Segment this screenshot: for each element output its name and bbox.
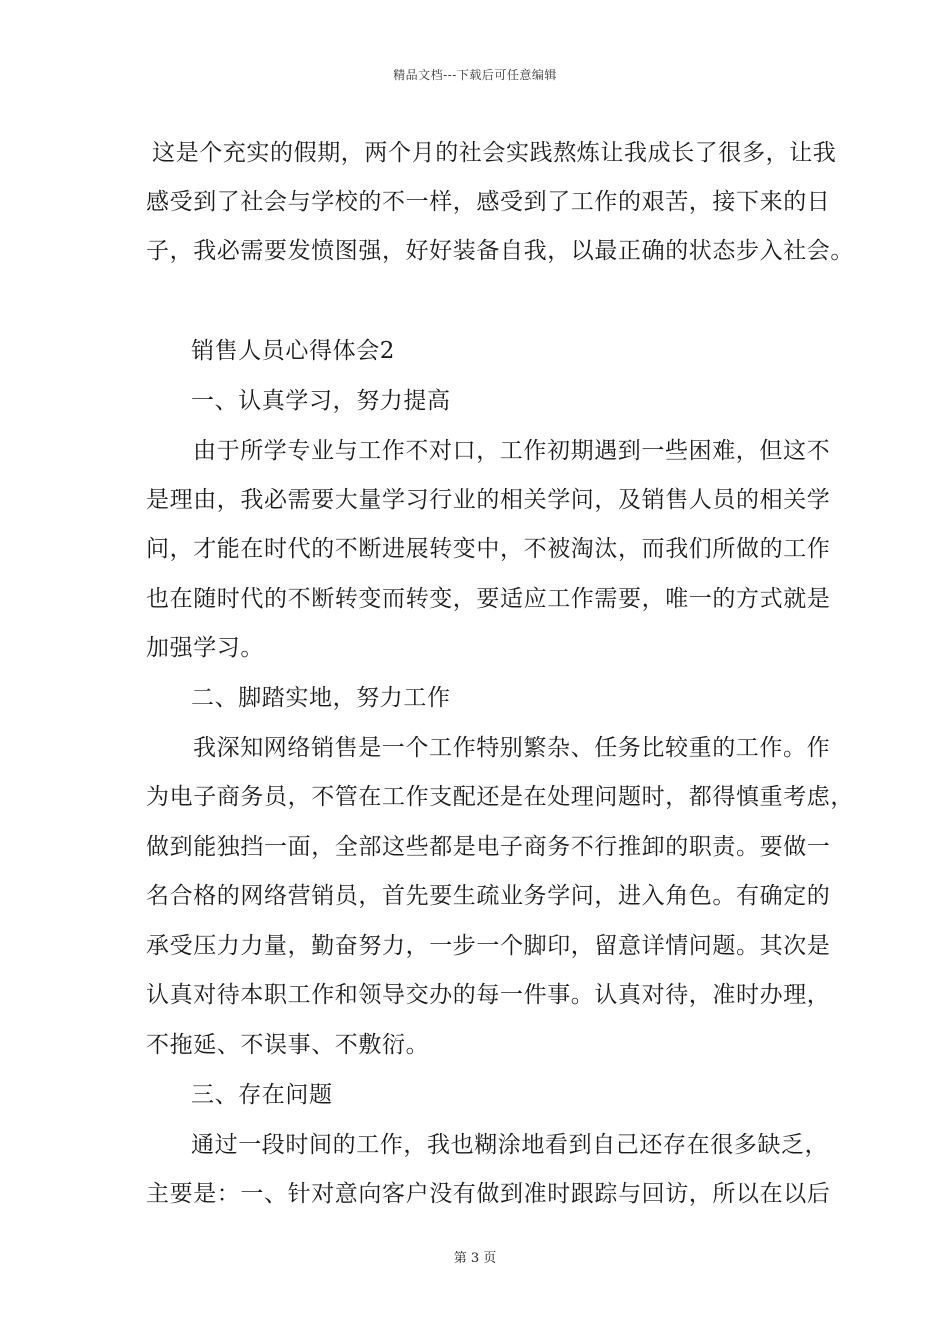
paragraph-line: 主要是：一、针对意向客户没有做到准时跟踪与回访，所以在以后 — [146, 1181, 831, 1207]
paragraph-line: 认真对待本职工作和领导交办的每一件事。认真对待，准时办理， — [146, 982, 831, 1008]
paragraph-line: 名合格的网络营销员，首先要生疏业务学问，进入角色。有确定的 — [146, 883, 831, 909]
paragraph-line: 也在随时代的不断转变而转变，要适应工作需要，唯一的方式就是 — [146, 586, 831, 612]
paragraph-line: 加强学习。 — [146, 635, 264, 661]
paragraph-line: 由于所学专业与工作不对口，工作初期遇到一些困难，但这不 — [193, 438, 831, 464]
paragraph-line: 是理由，我必需要大量学习行业的相关学问，及销售人员的相关学 — [146, 487, 831, 513]
paragraph-line: 问，才能在时代的不断进展转变中，不被淘汰，而我们所做的工作 — [146, 536, 831, 562]
paragraph-line: 不拖延、不误事、不敷衍。 — [146, 1032, 430, 1058]
section-title: 销售人员心得体会2 — [191, 338, 396, 364]
page-header: 精品文档---下载后可任意编辑 — [393, 68, 557, 82]
paragraph-line: 感受到了社会与学校的不一样，感受到了工作的艰苦，接下来的日 — [146, 189, 831, 215]
paragraph-line: 为电子商务员，不管在工作支配还是在处理问题时，都得慎重考虑， — [146, 784, 854, 810]
section-heading: 一、认真学习，努力提高 — [191, 388, 451, 414]
paragraph-line: 我深知网络销售是一个工作特别繁杂、任务比较重的工作。作 — [193, 735, 831, 761]
section-heading: 二、脚踏实地，努力工作 — [191, 685, 451, 711]
page-number: 第 3 页 — [453, 1251, 497, 1266]
paragraph-line: 承受压力力量，勤奋努力，一步一个脚印，留意详情问题。其次是 — [146, 933, 831, 959]
paragraph-line: 这是个充实的假期，两个月的社会实践熬炼让我成长了很多，让我 — [152, 140, 837, 166]
paragraph-line: 通过一段时间的工作，我也糊涂地看到自己还存在很多缺乏， — [191, 1132, 829, 1158]
paragraph-line: 子，我必需要发愤图强，好好装备自我，以最正确的状态步入社会。 — [146, 238, 854, 264]
paragraph-line: 做到能独挡一面，全部这些都是电子商务不行推卸的职责。要做一 — [146, 834, 831, 860]
section-heading: 三、存在问题 — [191, 1082, 333, 1108]
